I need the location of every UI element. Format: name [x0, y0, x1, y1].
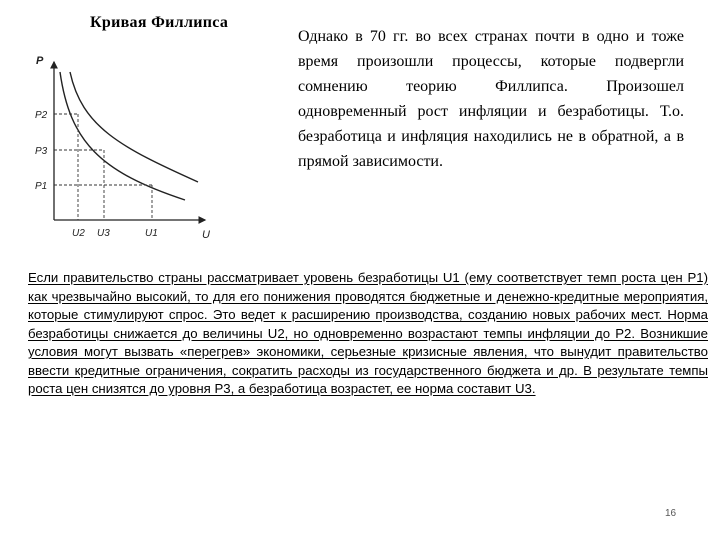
- tick-p1: P1: [35, 181, 48, 192]
- page-number: 16: [665, 508, 677, 519]
- tick-p3: P3: [35, 146, 48, 157]
- tick-u3: U3: [97, 228, 110, 239]
- body-paragraph: Если правительство страны рассматривает уровень безработицы U1 (ему соответствует темп роста цен P1) как чрезвычайно высокий, то для его понижения проводятся бюджетные и денежно-кредитные мероприятия, которые стимулируют спрос. Это ведет к расширению производства, созданию новых рабочих мест. Норма безработицы снижается до величины U2, но одновременно возрастают темпы инфляции до P2. Возникшие условия могут вызвать «перегрев» экономики, серьезные кризисные явления, что вынудит правительство ввести кредитные ограничения, сократить расходы из государственного бюджета и др. В результате темпы роста цен снизятся до уровня P3, а безработица возрастет, ее норма составит U3.: [28, 270, 708, 396]
- x-axis-label: U: [202, 229, 210, 241]
- phillips-curve-upper: [70, 72, 198, 182]
- slide-title: Кривая Филлипса: [90, 14, 229, 31]
- tick-u2: U2: [72, 228, 85, 239]
- phillips-curve-lower: [60, 72, 185, 200]
- tick-p2: P2: [35, 110, 48, 121]
- phillips-curve-graph: [30, 42, 220, 247]
- y-axis-label: P: [36, 55, 44, 67]
- right-paragraph: Однако в 70 гг. во всех странах почти в одно и тоже время произошли процессы, которые подвергли сомнению теорию Филлипса. Произошел одновременный рост инфляции и безработицы. Т.о. безработица и инфляция находились не в обратной, а в прямой зависимости.: [298, 28, 684, 170]
- tick-u1: U1: [145, 228, 158, 239]
